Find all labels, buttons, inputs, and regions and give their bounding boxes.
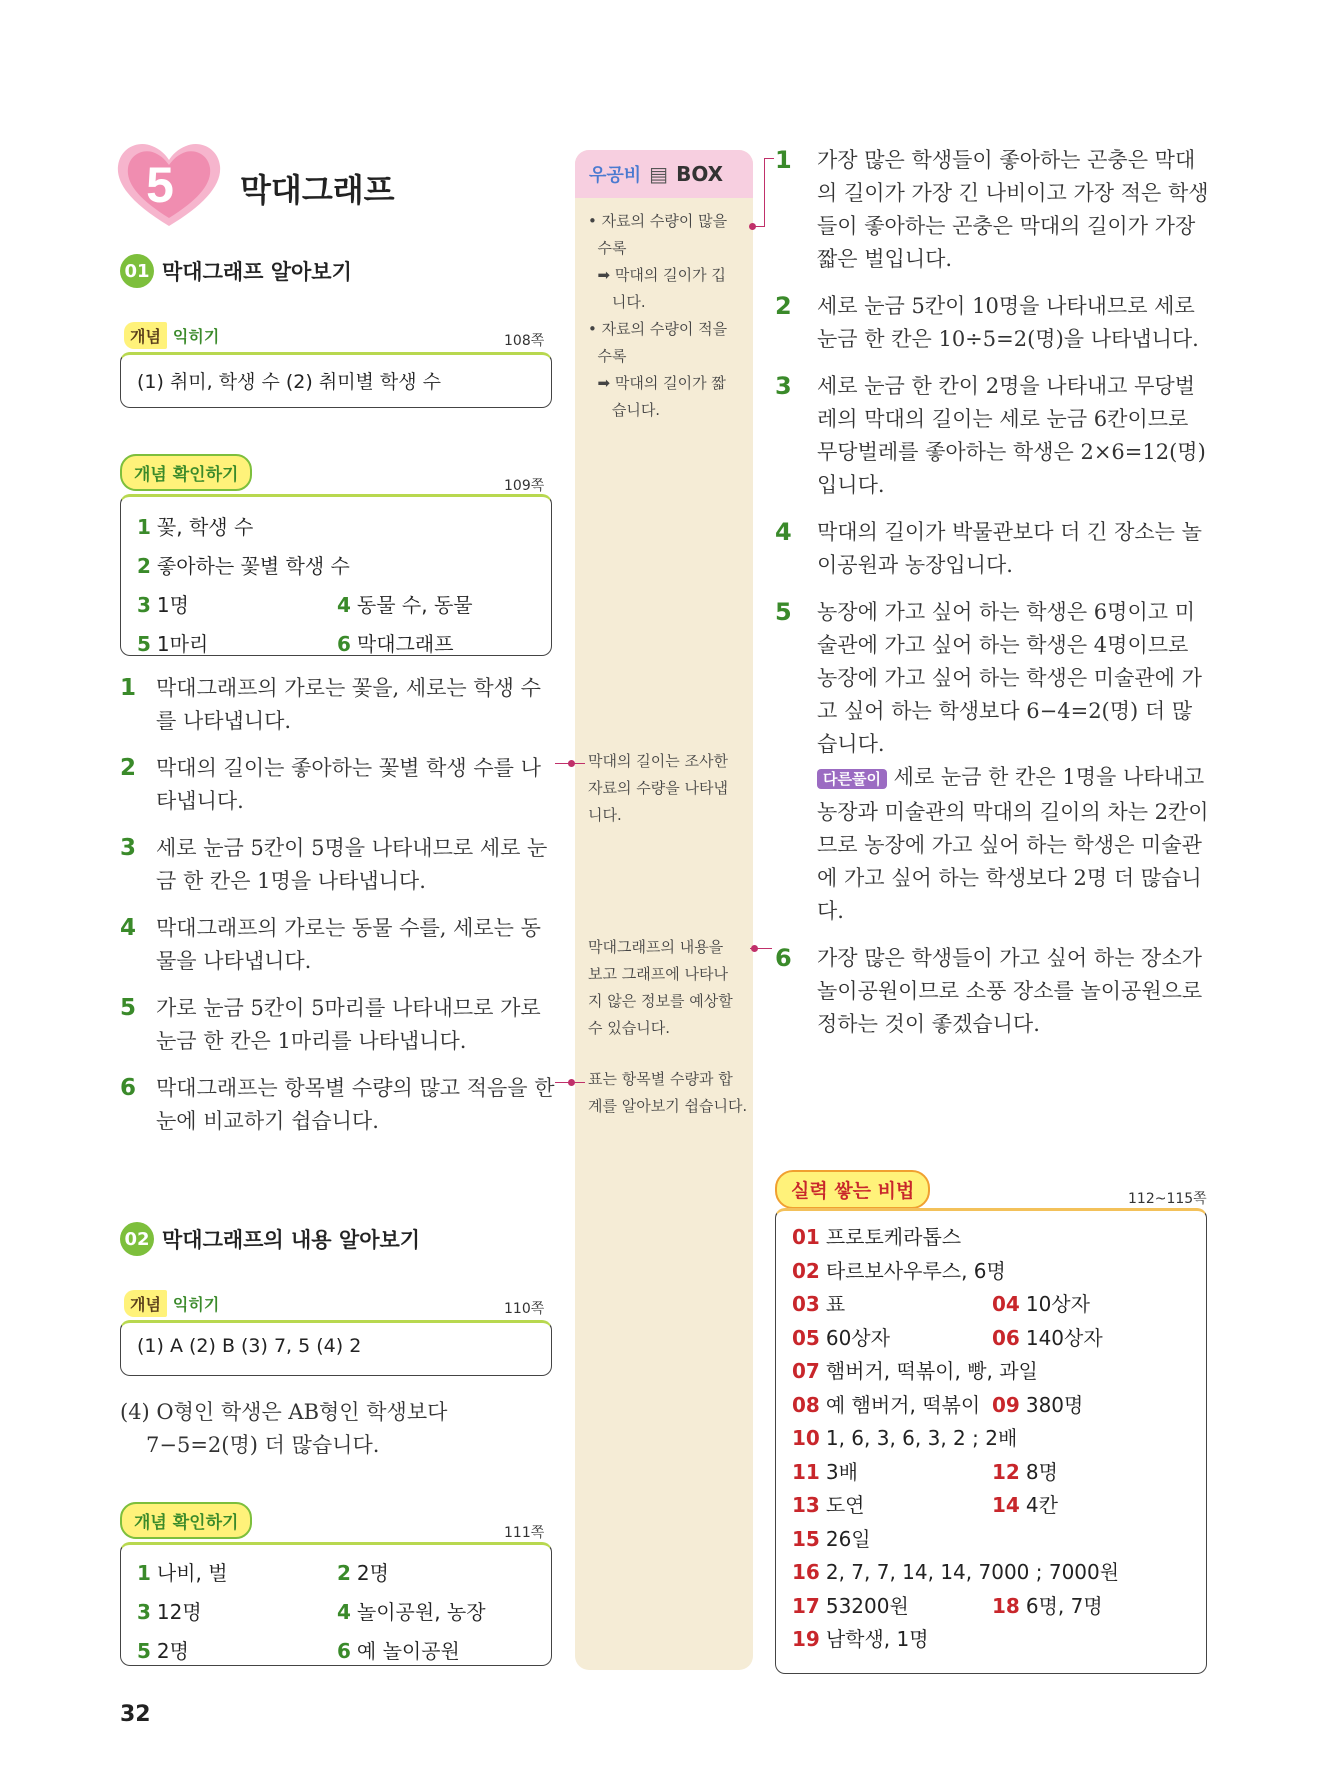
- skill-number: 05: [792, 1325, 820, 1350]
- skill-item: [992, 1288, 1192, 1322]
- side-note-line: • 자료의 수량이 많을: [588, 212, 728, 230]
- side-note-4: [588, 1066, 748, 1120]
- chapter-title: 막대그래프: [240, 171, 395, 209]
- solution-item: [120, 672, 560, 738]
- answer-item: [137, 511, 537, 540]
- solution-number: 4: [775, 518, 792, 546]
- skill-row: [792, 1322, 1190, 1356]
- side-note-line: • 자료의 수량이 적을: [588, 320, 728, 338]
- answer-text: 좋아하는 꽃별 학생 수: [156, 554, 350, 578]
- skill-row: [792, 1355, 1190, 1389]
- note-line-2: 7−5=2(명) 더 많습니다.: [146, 1433, 380, 1457]
- solution-number: 6: [775, 944, 792, 972]
- skill-answer: 6명, 7명: [1025, 1593, 1103, 1618]
- skill-row: [792, 1255, 1190, 1289]
- answer-box-3: [120, 1320, 552, 1376]
- answer-number: 5: [137, 632, 151, 656]
- skill-answer: 3배: [825, 1459, 858, 1484]
- alternative-solution: [817, 761, 1210, 928]
- side-note-line: 지 않은 정보를 예상할: [588, 992, 733, 1010]
- skill-item: [792, 1623, 1192, 1657]
- answer-number: 2: [137, 554, 151, 578]
- concept-confirm-tag: 개념 확인하기: [120, 454, 252, 491]
- connector-dot: [568, 760, 575, 767]
- skill-item: [792, 1322, 992, 1356]
- page-ref: 111쪽: [504, 1525, 545, 1541]
- page-number: 32: [120, 1702, 151, 1727]
- skill-answer: 햄버거, 떡볶이, 빵, 과일: [825, 1359, 1038, 1383]
- skill-answer: 8명: [1025, 1459, 1058, 1484]
- solution-number: 3: [775, 372, 792, 400]
- answer-box-content: (1) A (2) B (3) 7, 5 (4) 2: [137, 1335, 362, 1357]
- answer-item: [137, 550, 537, 579]
- section-title: 막대그래프 알아보기: [162, 260, 352, 284]
- skill-item: [792, 1288, 992, 1322]
- answer-number: 4: [337, 593, 351, 617]
- skill-item: [992, 1489, 1192, 1523]
- answer-item: [337, 1596, 537, 1625]
- solution-number: 1: [775, 146, 792, 174]
- solution-item: [775, 290, 1210, 356]
- side-notes-header: [575, 150, 753, 198]
- skill-answer: 60상자: [825, 1325, 890, 1350]
- solution-text: 세로 눈금 5칸이 10명을 나타내므로 세로 눈금 한 칸은 10÷5=2(명)을 나타냅니다.: [817, 294, 1199, 351]
- solution-number: 3: [120, 835, 137, 861]
- solution-item: [775, 516, 1210, 582]
- skill-item: [792, 1355, 1192, 1389]
- solution-text: 가장 많은 학생들이 가고 싶어 하는 장소가 놀이공원이므로 소풍 장소를 놀이공원으로 정하는 것이 좋겠습니다.: [817, 946, 1203, 1036]
- skill-answer: 표: [825, 1292, 846, 1316]
- skill-row: [792, 1489, 1190, 1523]
- solution-number: 5: [120, 995, 137, 1021]
- answer-item: [337, 589, 537, 618]
- skill-number: 13: [792, 1493, 820, 1517]
- tag-learn: 익히기: [172, 1295, 220, 1314]
- solution-text: 가로 눈금 5칸이 5마리를 나타내므로 가로 눈금 한 칸은 1마리를 나타냅니다.: [156, 996, 541, 1053]
- skill-number: 19: [792, 1627, 820, 1651]
- solution-item: [120, 1072, 560, 1138]
- skill-row: [792, 1389, 1190, 1423]
- chapter-number: 5: [146, 157, 174, 213]
- concept-tag: [124, 322, 219, 349]
- answer-number: 1: [137, 1561, 151, 1585]
- skill-answer: 4칸: [1025, 1493, 1058, 1517]
- skill-answer: 타르보사우루스, 6명: [825, 1258, 1006, 1283]
- skill-number: 18: [992, 1593, 1020, 1618]
- skill-item: [992, 1456, 1192, 1490]
- skill-item: [992, 1389, 1192, 1423]
- answer-text: 1마리: [156, 632, 209, 656]
- skill-number: 02: [792, 1258, 820, 1283]
- answer-number: 3: [137, 1600, 151, 1624]
- alt-badge: 다른풀이: [817, 769, 887, 789]
- skill-number: 04: [992, 1292, 1020, 1316]
- skill-answer: 380명: [1025, 1392, 1084, 1417]
- skill-number: 14: [992, 1493, 1020, 1517]
- side-note-line: 계를 알아보기 쉽습니다.: [588, 1097, 748, 1115]
- answer-item: [337, 628, 537, 657]
- answer-text: 2명: [156, 1639, 189, 1663]
- answer-box-content: (1) 취미, 학생 수 (2) 취미별 학생 수: [137, 371, 442, 393]
- skill-number: 08: [792, 1392, 820, 1417]
- section-number: 02: [120, 1222, 154, 1256]
- skill-number: 15: [792, 1526, 820, 1551]
- answer-box-1: [120, 352, 552, 408]
- answer-number: 4: [337, 1600, 351, 1624]
- page-ref: 109쪽: [504, 478, 545, 494]
- solution-text: 막대그래프의 가로는 꽃을, 세로는 학생 수를 나타냅니다.: [156, 676, 541, 733]
- skill-answer-box: [775, 1208, 1207, 1674]
- box-icon: ▤: [649, 162, 669, 186]
- solution-item: [775, 942, 1210, 1041]
- side-note-1: [588, 208, 748, 424]
- skill-item: [792, 1590, 992, 1624]
- answer-number: 1: [137, 515, 151, 539]
- solution-body: [817, 942, 1210, 1041]
- side-note-line: 막대그래프의 내용을: [588, 938, 724, 956]
- answer-text: 나비, 벌: [156, 1561, 228, 1585]
- alt-text: 세로 눈금 한 칸은 1명을 나타내고 농장과 미술관의 막대의 길이의 차는 2칸이므로 농장에 가고 싶어 하는 학생은 미술관에 가고 싶어 하는 학생보다 2명 더 많습니다.: [817, 765, 1209, 923]
- solution-body: [817, 596, 1210, 928]
- answer-text: 동물 수, 동물: [356, 593, 473, 617]
- solution-text: 농장에 가고 싶어 하는 학생은 6명이고 미술관에 가고 싶어 하는 학생은 4명이므로 농장에 가고 싶어 하는 학생은 미술관에 가고 싶어 하는 학생보다 6−4=2(명) 더 많습니다.: [817, 600, 1202, 756]
- side-note-line: 보고 그래프에 나타나: [588, 965, 728, 983]
- answer-text: 2명: [356, 1561, 389, 1585]
- side-note-line: 자료의 수량을 나타냅: [588, 779, 728, 797]
- connector-line: [764, 158, 765, 226]
- answer-grid: [121, 497, 551, 671]
- note-line-1: (4) O형인 학생은 AB형인 학생보다: [120, 1400, 448, 1424]
- solution-body: [817, 290, 1210, 356]
- skill-row: [792, 1523, 1190, 1557]
- header-box: BOX: [676, 162, 724, 186]
- side-note-line: 수록: [588, 239, 627, 257]
- answer-number: 6: [337, 632, 351, 656]
- skill-row: [792, 1288, 1190, 1322]
- skill-answer: 140상자: [1025, 1325, 1103, 1350]
- answer-grid: [121, 1545, 551, 1676]
- solution-number: 6: [120, 1075, 137, 1101]
- solution-item: [775, 370, 1210, 502]
- skill-number: 11: [792, 1459, 820, 1484]
- skill-item: [792, 1456, 992, 1490]
- answer-text: 예 놀이공원: [356, 1639, 460, 1663]
- header-word: 우공비: [589, 165, 642, 186]
- skill-answer: 도연: [825, 1493, 865, 1517]
- skill-row: [792, 1456, 1190, 1490]
- solution-item: [120, 912, 560, 978]
- solution-text: 가장 많은 학생들이 좋아하는 곤충은 막대의 길이가 가장 긴 나비이고 가장 적은 학생들이 좋아하는 곤충은 막대의 길이가 가장 짧은 벌입니다.: [817, 148, 1209, 271]
- skill-answer: 26일: [825, 1526, 871, 1551]
- tag-learn: 익히기: [172, 327, 220, 346]
- section-heading-01: [120, 254, 352, 288]
- skill-answer: 2, 7, 7, 14, 14, 7000 ; 7000원: [825, 1560, 1120, 1584]
- skill-item: [792, 1255, 1192, 1289]
- answer-text: 12명: [156, 1600, 202, 1624]
- section-heading-02: [120, 1222, 420, 1256]
- concept-tag: [124, 1290, 219, 1317]
- skill-item: [992, 1322, 1192, 1356]
- skill-answer: 프로토케라톱스: [825, 1225, 962, 1249]
- side-note-3: [588, 934, 748, 1042]
- answer-item: [137, 1635, 337, 1664]
- chapter-heart-badge: [114, 140, 224, 230]
- skill-row: [792, 1556, 1190, 1590]
- side-note-line: 표는 항목별 수량과 합: [588, 1070, 733, 1088]
- side-note-2: [588, 748, 748, 829]
- skill-item: [792, 1389, 992, 1423]
- solution-number: 1: [120, 675, 137, 701]
- skill-item: [792, 1422, 1192, 1456]
- solution-text: 막대의 길이가 박물관보다 더 긴 장소는 놀이공원과 농장입니다.: [817, 520, 1202, 577]
- skill-item: [792, 1556, 1192, 1590]
- solution-item: [120, 992, 560, 1058]
- answer-number: 3: [137, 593, 151, 617]
- skill-item: [792, 1489, 992, 1523]
- solution-text: 막대의 길이는 좋아하는 꽃별 학생 수를 나타냅니다.: [156, 756, 541, 813]
- answer-item: [337, 1635, 537, 1664]
- skill-answer: 53200원: [825, 1593, 909, 1618]
- skill-number: 10: [792, 1426, 820, 1450]
- skill-row: [792, 1590, 1190, 1624]
- skill-row: [792, 1221, 1190, 1255]
- answer-box-2: [120, 494, 552, 656]
- page-ref: 108쪽: [504, 333, 545, 349]
- solution-text: 세로 눈금 5칸이 5명을 나타내므로 세로 눈금 한 칸은 1명을 나타냅니다.: [156, 836, 548, 893]
- skill-rows: [776, 1211, 1206, 1667]
- solution-item: [120, 752, 560, 818]
- solutions-list-1: [120, 672, 560, 1152]
- skill-number: 01: [792, 1225, 820, 1249]
- connector-dot: [568, 1079, 575, 1086]
- answer-item: [137, 1596, 337, 1625]
- solution-body: [817, 144, 1210, 276]
- skill-row: [792, 1623, 1190, 1657]
- solution-item: [775, 596, 1210, 928]
- solution-number: 5: [775, 598, 792, 626]
- skill-answer: 예 햄버거, 떡볶이: [825, 1392, 981, 1417]
- solution-body: [817, 516, 1210, 582]
- side-note-line: 니다.: [588, 293, 646, 311]
- note-4: [120, 1396, 560, 1462]
- solution-item: [120, 832, 560, 898]
- skill-number: 09: [992, 1392, 1020, 1417]
- solution-number: 2: [775, 292, 792, 320]
- solutions-list-2: [775, 144, 1210, 1055]
- solution-body: [817, 370, 1210, 502]
- answer-number: 5: [137, 1639, 151, 1663]
- tag-concept: 개념: [124, 1290, 167, 1317]
- answer-number: 2: [337, 1561, 351, 1585]
- section-title: 막대그래프의 내용 알아보기: [162, 1228, 421, 1252]
- answer-number: 6: [337, 1639, 351, 1663]
- skill-tag: 실력 쌓는 비법: [775, 1170, 930, 1209]
- skill-number: 06: [992, 1325, 1020, 1350]
- side-note-line: 수 있습니다.: [588, 1019, 670, 1037]
- skill-number: 07: [792, 1359, 820, 1383]
- solution-number: 4: [120, 915, 137, 941]
- answer-item: [337, 1557, 537, 1586]
- answer-item: [137, 1557, 337, 1586]
- connector-dot: [749, 223, 756, 230]
- skill-number: 17: [792, 1593, 820, 1618]
- concept-confirm-tag: 개념 확인하기: [120, 1502, 252, 1539]
- connector-line: [764, 158, 774, 159]
- side-note-line: ➡ 막대의 길이가 짧: [588, 374, 726, 392]
- skill-number: 12: [992, 1459, 1020, 1484]
- solution-text: 막대그래프의 가로는 동물 수를, 세로는 동물을 나타냅니다.: [156, 916, 541, 973]
- skill-item: [992, 1590, 1192, 1624]
- section-number: 01: [120, 254, 154, 288]
- skill-answer: 10상자: [1025, 1292, 1090, 1316]
- skill-number: 03: [792, 1292, 820, 1316]
- solution-item: [775, 144, 1210, 276]
- answer-item: [137, 589, 337, 618]
- solution-text: 막대그래프는 항목별 수량의 많고 적음을 한눈에 비교하기 쉽습니다.: [156, 1076, 555, 1133]
- page-ref: 110쪽: [504, 1301, 545, 1317]
- skill-answer: 1, 6, 3, 6, 3, 2 ; 2배: [825, 1426, 1018, 1450]
- skill-number: 16: [792, 1560, 820, 1584]
- answer-text: 막대그래프: [356, 632, 454, 656]
- tag-concept: 개념: [124, 322, 167, 349]
- solution-text: 세로 눈금 한 칸이 2명을 나타내고 무당벌레의 막대의 길이는 세로 눈금 6칸이므로 무당벌레를 좋아하는 학생은 2×6=12(명)입니다.: [817, 374, 1206, 497]
- skill-item: [792, 1523, 1192, 1557]
- side-note-line: 막대의 길이는 조사한: [588, 752, 728, 770]
- page-ref: 112~115쪽: [1128, 1191, 1207, 1207]
- answer-box-4: [120, 1542, 552, 1666]
- skill-row: [792, 1422, 1190, 1456]
- answer-text: 꽃, 학생 수: [156, 515, 254, 539]
- connector-dot: [751, 945, 758, 952]
- side-note-line: ➡ 막대의 길이가 깁: [588, 266, 726, 284]
- answer-item: [137, 628, 337, 657]
- skill-item: [792, 1221, 1192, 1255]
- answer-text: 1명: [156, 593, 189, 617]
- side-note-line: 니다.: [588, 806, 622, 824]
- side-note-line: 습니다.: [588, 401, 661, 419]
- answer-text: 놀이공원, 농장: [356, 1600, 486, 1624]
- solution-number: 2: [120, 755, 137, 781]
- side-note-line: 수록: [588, 347, 627, 365]
- skill-answer: 남학생, 1명: [825, 1627, 929, 1651]
